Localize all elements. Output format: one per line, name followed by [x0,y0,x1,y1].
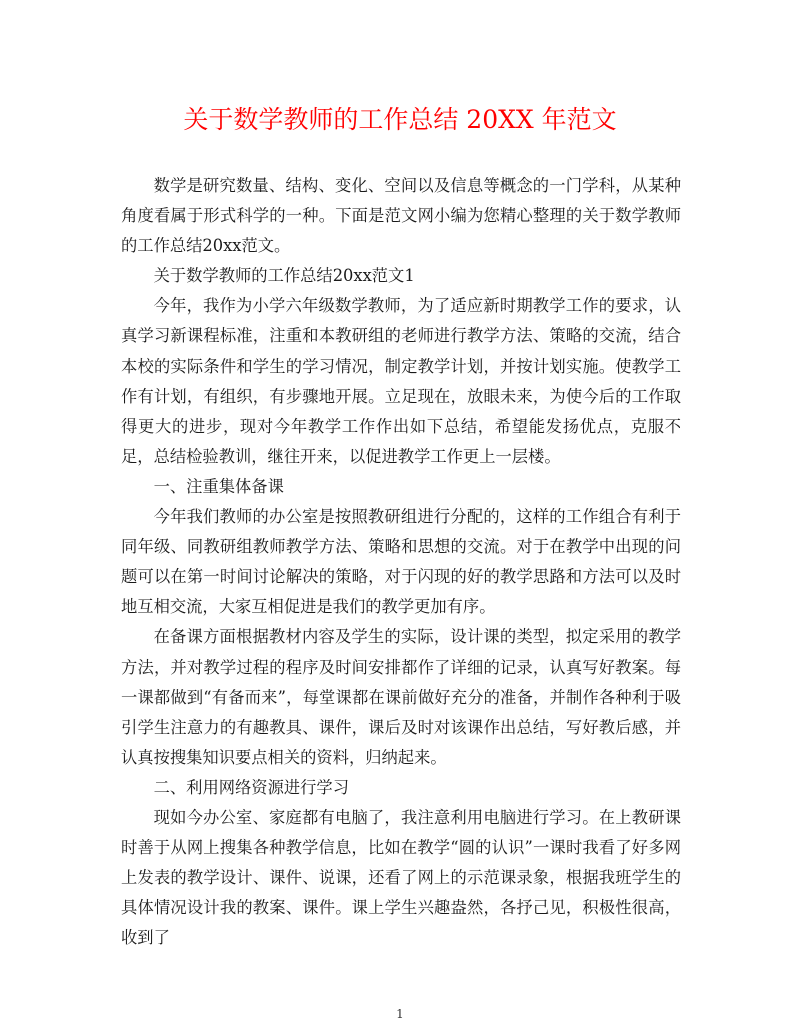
section-heading-network-resources: 二、利用网络资源进行学习 [153,777,349,797]
page-number: 1 [396,1007,404,1021]
paragraph-lesson-prep: 在备课方面根据教材内容及学生的实际，设计课的类型，拟定采用的教学方法，并对教学过程的程序及时间安排都作了详细的记录，认真写好教案。每一课都做到“有备而来”，每堂课都在课前做好充分的准备，并制作各种利于吸引学生注意力的有趣教具、课件，课后及时对该课作出总结，写好教后感，并认真按搜集知识要点相关的资料，归纳起来。 [121,627,681,767]
paragraph-intro: 数学是研究数量、结构、变化、空间以及信息等概念的一门学科，从某种角度看属于形式科学的一种。下面是范文网小编为您精心整理的关于数学教师的工作总结20xx范文。 [121,176,681,256]
document-title: 关于数学教师的工作总结 20XX 年范文 [183,105,617,134]
section-heading-article-1: 关于数学教师的工作总结20xx范文1 [153,266,415,286]
paragraph-office: 今年我们教师的办公室是按照教研组进行分配的，这样的工作组合有利于同年级、同教研组教师教学方法、策略和思想的交流。对于在教学中出现的问题可以在第一时间讨论解决的策略，对于闪现的好的教学思路和方法可以及时地互相交流，大家互相促进是我们的教学更加有序。 [121,507,681,617]
paragraph-computer-learning: 现如今办公室、家庭都有电脑了，我注意利用电脑进行学习。在上教研课时善于从网上搜集各种教学信息，比如在教学“圆的认识”一课时我看了好多网上发表的教学设计、课件、说课，还看了网上的示范课录象，根据我班学生的具体情况设计我的教案、课件。课上学生兴趣盎然，各抒己见，积极性很高，收到了 [121,807,681,948]
paragraph-overview: 今年，我作为小学六年级数学教师，为了适应新时期教学工作的要求，认真学习新课程标准，注重和本教研组的老师进行教学方法、策略的交流，结合本校的实际条件和学生的学习情况，制定教学计划，并按计划实施。使教学工作有计划，有组织，有步骤地开展。立足现在，放眼未来，为使今后的工作取得更大的进步，现对今年教学工作作出如下总结，希望能发扬优点，克服不足，总结检验教训，继往开来，以促进教学工作更上一层楼。 [121,296,681,466]
section-heading-collective-prep: 一、注重集体备课 [153,476,284,496]
document-body [121,171,681,953]
